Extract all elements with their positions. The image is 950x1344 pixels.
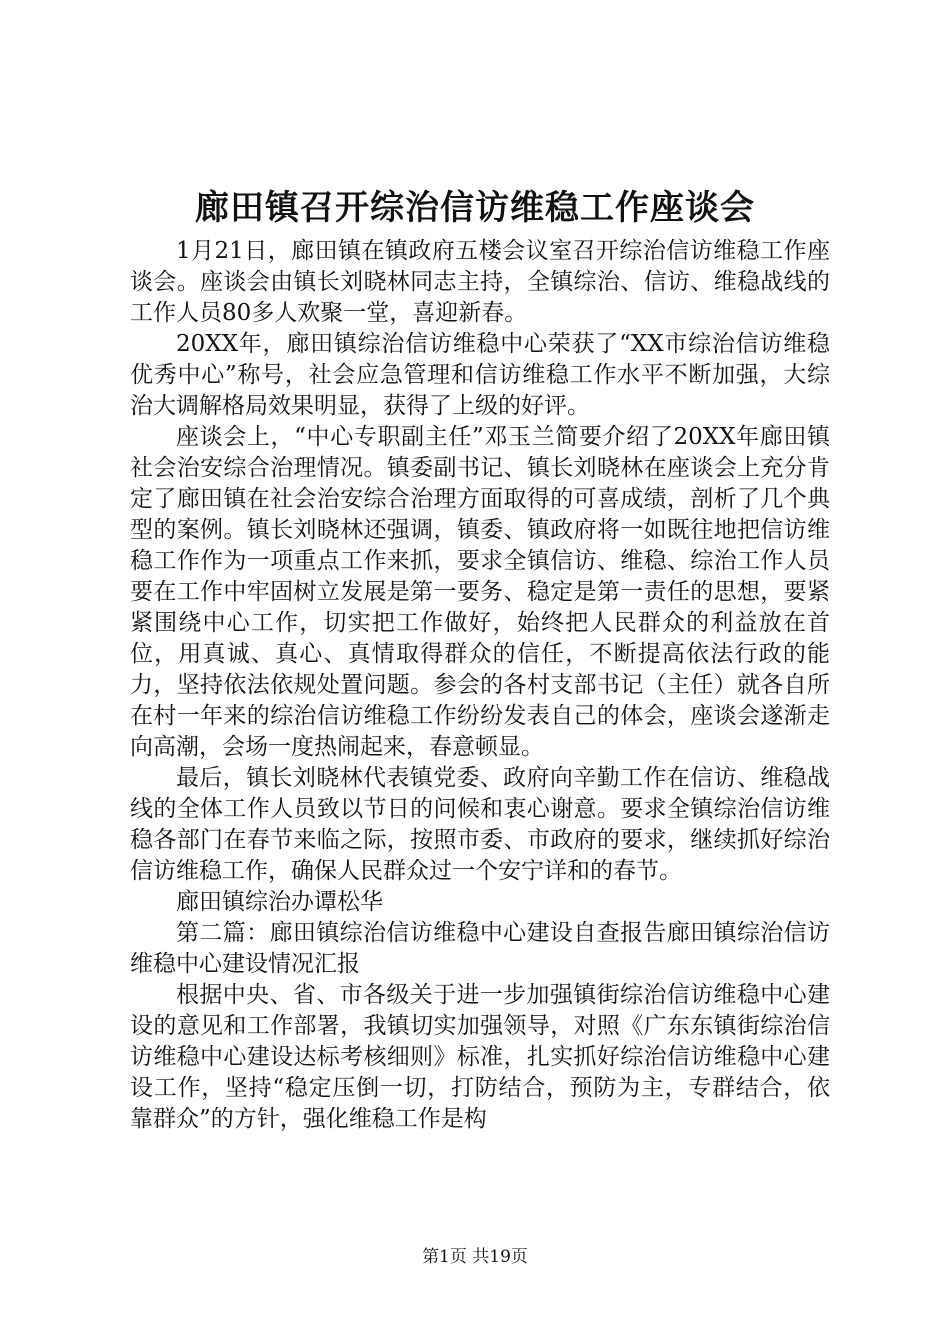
paragraph-second-article-body: 根据中央、省、市各级关于进一步加强镇街综治信访维稳中心建设的意见和工作部署，我镇切实加强领导，对照《广东东镇街综治信访维稳中心建设达标考核细则》标准，扎实抓好综治信访维稳中心建设工作，坚持“稳定压倒一切，打防结合，预防为主，专群结合，依靠群众”的方针，强化维稳工作是构 [130, 982, 830, 1132]
paragraph-meeting-intro: 1月21日，廊田镇在镇政府五楼会议室召开综治信访维稳工作座谈会。座谈会由镇长刘晓林同志主持，全镇综治、信访、维稳战线的工作人员80多人欢聚一堂，喜迎新春。 [130, 238, 830, 326]
document-title: 廊田镇召开综治信访维稳工作座谈会 [195, 188, 755, 228]
paragraph-second-article-title: 第二篇：廊田镇综治信访维稳中心建设自查报告廊田镇综治信访维稳中心建设情况汇报 [130, 920, 830, 977]
paragraph-author: 廊田镇综治办谭松华 [176, 889, 383, 915]
page-number-footer: 第1页 共19页 [422, 1247, 528, 1267]
document-body [130, 236, 830, 1135]
paragraph-closing: 最后，镇长刘晓林代表镇党委、政府向辛勤工作在信访、维稳战线的全体工作人员致以节日的问候和衷心谢意。要求全镇综治信访维稳各部门在春节来临之际，按照市委、市政府的要求，继续抓好综治信访维稳工作，确保人民群众过一个安宁详和的春节。 [130, 765, 830, 884]
paragraph-meeting-details: 座谈会上，“中心专职副主任”邓玉兰简要介绍了20XX年廊田镇社会治安综合治理情况。镇委副书记、镇长刘晓林在座谈会上充分肯定了廊田镇在社会治安综合治理方面取得的可喜成绩，剖析了几个典型的案例。镇长刘晓林还强调，镇委、镇政府将一如既往地把信访维稳工作作为一项重点工作来抓，要求全镇信访、维稳、综治工作人员要在工作中牢固树立发展是第一要务、稳定是第一责任的思想，要紧紧围绕中心工作，切实把工作做好，始终把人民群众的利益放在首位，用真诚、真心、真情取得群众的信任，不断提高依法行政的能力，坚持依法依规处置问题。参会的各村支部书记（主任）就各自所在村一年来的综治信访维稳工作纷纷发表自己的体会，座谈会遂渐走向高潮，会场一度热闹起来，春意顿显。 [130, 424, 830, 760]
paragraph-honor: 20XX年，廊田镇综治信访维稳中心荣获了“XX市综治信访维稳优秀中心”称号，社会应急管理和信访维稳工作水平不断加强，大综治大调解格局效果明显，获得了上级的好评。 [130, 331, 830, 419]
